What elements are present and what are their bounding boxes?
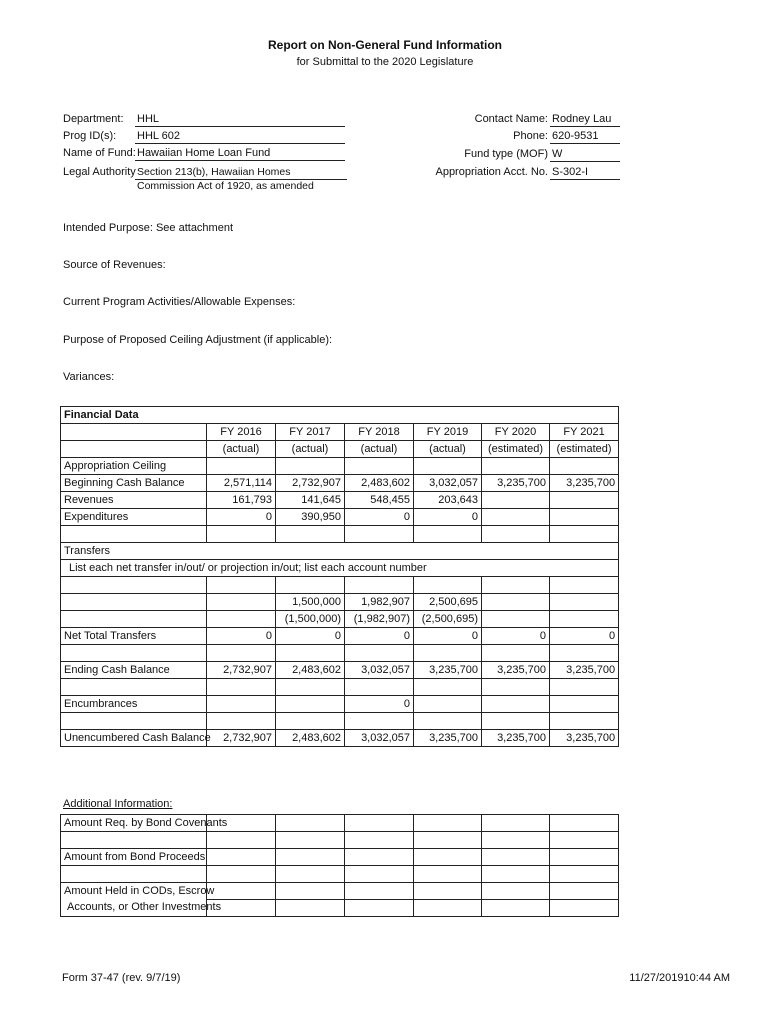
cell-value: 3,235,700 bbox=[550, 475, 619, 492]
prog-id-label: Prog ID(s): bbox=[63, 130, 117, 142]
table-row bbox=[61, 441, 619, 458]
cell-value bbox=[482, 696, 550, 713]
transfer-out-row bbox=[61, 611, 619, 628]
source-of-revenues: Source of Revenues: bbox=[63, 259, 166, 271]
contact-name-value: Rodney Lau bbox=[550, 112, 620, 127]
cell-value: 2,732,907 bbox=[207, 662, 276, 679]
cell-value: 3,235,700 bbox=[414, 730, 482, 747]
cell-value bbox=[550, 611, 619, 628]
cell-value bbox=[207, 696, 276, 713]
expenditures-row bbox=[61, 509, 619, 526]
report-subtitle: for Submittal to the 2020 Legislature bbox=[296, 56, 474, 68]
transfer-in-row bbox=[61, 594, 619, 611]
table-row bbox=[61, 407, 619, 424]
year-header: FY 2017 bbox=[276, 424, 345, 441]
contact-name-label: Contact Name: bbox=[474, 113, 548, 125]
print-timestamp: 11/27/201910:44 AM bbox=[629, 972, 730, 984]
appropriation-ceiling-row bbox=[61, 458, 619, 475]
year-status: (actual) bbox=[207, 441, 276, 458]
transfers-row bbox=[61, 543, 619, 560]
current-program-activities: Current Program Activities/Allowable Expenses: bbox=[63, 296, 296, 308]
cell-value: 1,500,000 bbox=[276, 594, 345, 611]
cell-value: 3,235,700 bbox=[414, 662, 482, 679]
cell-value bbox=[550, 696, 619, 713]
cell-value bbox=[414, 696, 482, 713]
appropriation-acct-label: Appropriation Acct. No. bbox=[435, 166, 548, 178]
encumbrances-row bbox=[61, 696, 619, 713]
cell-value: 548,455 bbox=[345, 492, 414, 509]
cell-value: 2,571,114 bbox=[207, 475, 276, 492]
cell-value: 3,235,700 bbox=[550, 662, 619, 679]
report-title: Report on Non-General Fund Information bbox=[268, 38, 502, 52]
beginning-cash-row bbox=[61, 475, 619, 492]
row-label: Revenues bbox=[61, 492, 207, 509]
cell-value: 3,032,057 bbox=[345, 662, 414, 679]
unencumbered-row bbox=[61, 730, 619, 747]
cell-value bbox=[550, 509, 619, 526]
cell-value bbox=[550, 594, 619, 611]
cell-value bbox=[207, 594, 276, 611]
cell-value bbox=[550, 492, 619, 509]
row-label: Amount Held in CODs, Escrow bbox=[61, 883, 207, 900]
cell-value: 3,032,057 bbox=[345, 730, 414, 747]
department-label: Department: bbox=[63, 113, 124, 125]
cell-value: (1,982,907) bbox=[345, 611, 414, 628]
additional-info-table bbox=[60, 814, 619, 917]
appropriation-acct-value: S-302-I bbox=[550, 165, 620, 180]
intended-purpose: Intended Purpose: See attachment bbox=[63, 222, 234, 234]
cell-value: 161,793 bbox=[207, 492, 276, 509]
cell-value: (2,500,695) bbox=[414, 611, 482, 628]
additional-info-heading: Additional Information: bbox=[63, 798, 173, 810]
table-row bbox=[61, 526, 619, 543]
cell-value: 0 bbox=[414, 628, 482, 645]
cods-escrow-row bbox=[61, 883, 619, 900]
cell-value: 3,235,700 bbox=[482, 475, 550, 492]
cell-value bbox=[482, 492, 550, 509]
cell-value: 2,500,695 bbox=[414, 594, 482, 611]
form-number: Form 37-47 (rev. 9/7/19) bbox=[62, 972, 181, 984]
cell-value bbox=[482, 509, 550, 526]
fund-type-label: Fund type (MOF) bbox=[464, 148, 548, 160]
legal-authority-value: Section 213(b), Hawaiian Homes Commission Act of 1920, as amended bbox=[135, 165, 347, 180]
row-label: Accounts, or Other Investments bbox=[61, 900, 207, 917]
transfers-note: List each net transfer in/out/ or projection in/out; list each account number bbox=[61, 560, 619, 577]
cell-value bbox=[482, 594, 550, 611]
table-row bbox=[61, 424, 619, 441]
transfers-label: Transfers bbox=[61, 543, 619, 560]
cell-value: 2,732,907 bbox=[207, 730, 276, 747]
cell-value: 3,235,700 bbox=[482, 662, 550, 679]
cell-value: 3,235,700 bbox=[550, 730, 619, 747]
cell-value: 141,645 bbox=[276, 492, 345, 509]
fund-type-value: W bbox=[550, 147, 620, 162]
year-header: FY 2019 bbox=[414, 424, 482, 441]
row-label: Unencumbered Cash Balance bbox=[61, 730, 207, 747]
cell-value: 390,950 bbox=[276, 509, 345, 526]
row-label: Amount from Bond Proceeds bbox=[61, 849, 207, 866]
table-row bbox=[61, 679, 619, 696]
year-status: (actual) bbox=[414, 441, 482, 458]
fund-name-label: Name of Fund: bbox=[63, 147, 136, 159]
bond-covenants-row bbox=[61, 815, 619, 832]
bond-proceeds-row bbox=[61, 849, 619, 866]
row-label: Net Total Transfers bbox=[61, 628, 207, 645]
legal-authority-label: Legal Authority bbox=[63, 166, 136, 178]
net-transfers-row bbox=[61, 628, 619, 645]
cell-value: 0 bbox=[414, 509, 482, 526]
year-status: (estimated) bbox=[550, 441, 619, 458]
cell-value: 3,235,700 bbox=[482, 730, 550, 747]
table-row bbox=[61, 577, 619, 594]
year-status: (actual) bbox=[276, 441, 345, 458]
row-label: Expenditures bbox=[61, 509, 207, 526]
cell-value: 0 bbox=[345, 628, 414, 645]
table-row bbox=[61, 866, 619, 883]
row-label: Appropriation Ceiling bbox=[61, 458, 207, 475]
cell-value: 0 bbox=[207, 509, 276, 526]
cell-value: 0 bbox=[345, 696, 414, 713]
table-row bbox=[61, 645, 619, 662]
cell-value: 1,982,907 bbox=[345, 594, 414, 611]
financial-data-heading: Financial Data bbox=[61, 407, 619, 424]
row-label: Encumbrances bbox=[61, 696, 207, 713]
variances: Variances: bbox=[63, 371, 115, 383]
year-header: FY 2018 bbox=[345, 424, 414, 441]
fund-name-value: Hawaiian Home Loan Fund bbox=[135, 146, 345, 161]
table-row bbox=[61, 832, 619, 849]
year-header: FY 2016 bbox=[207, 424, 276, 441]
cell-value: 2,483,602 bbox=[276, 662, 345, 679]
cell-value: 2,483,602 bbox=[276, 730, 345, 747]
year-status: (actual) bbox=[345, 441, 414, 458]
year-header: FY 2020 bbox=[482, 424, 550, 441]
row-label: Beginning Cash Balance bbox=[61, 475, 207, 492]
year-status: (estimated) bbox=[482, 441, 550, 458]
cell-value bbox=[207, 611, 276, 628]
other-investments-row bbox=[61, 900, 619, 917]
cell-value: 0 bbox=[207, 628, 276, 645]
cell-value: 0 bbox=[550, 628, 619, 645]
cell-value: 0 bbox=[482, 628, 550, 645]
row-label: Amount Req. by Bond Covenants bbox=[61, 815, 207, 832]
department-value: HHL bbox=[135, 112, 345, 127]
cell-value: 0 bbox=[345, 509, 414, 526]
cell-value: (1,500,000) bbox=[276, 611, 345, 628]
cell-value: 3,032,057 bbox=[414, 475, 482, 492]
table-row bbox=[61, 713, 619, 730]
cell-value: 203,643 bbox=[414, 492, 482, 509]
cell-value: 2,732,907 bbox=[276, 475, 345, 492]
financial-data-table bbox=[60, 406, 619, 747]
prog-id-value: HHL 602 bbox=[135, 129, 345, 144]
phone-label: Phone: bbox=[513, 130, 548, 142]
cell-value bbox=[276, 696, 345, 713]
cell-value: 2,483,602 bbox=[345, 475, 414, 492]
cell-value: 0 bbox=[276, 628, 345, 645]
row-label: Ending Cash Balance bbox=[61, 662, 207, 679]
ending-cash-row bbox=[61, 662, 619, 679]
purpose-ceiling-adjustment: Purpose of Proposed Ceiling Adjustment (if applicable): bbox=[63, 334, 333, 346]
phone-value: 620-9531 bbox=[550, 129, 620, 144]
revenues-row bbox=[61, 492, 619, 509]
year-header: FY 2021 bbox=[550, 424, 619, 441]
transfers-note-row bbox=[61, 560, 619, 577]
cell-value bbox=[482, 611, 550, 628]
